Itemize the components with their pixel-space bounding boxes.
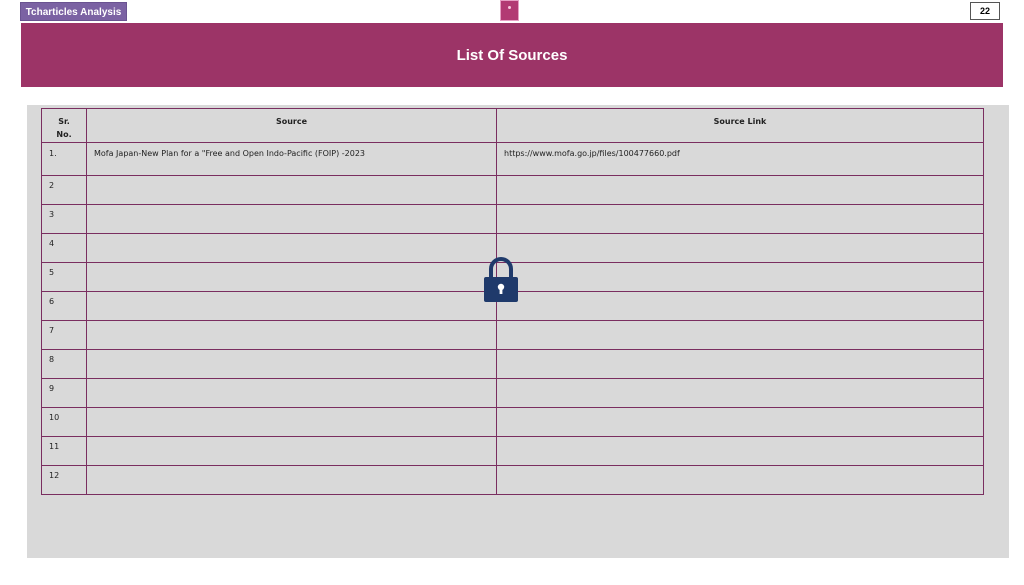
lock-icon[interactable] <box>483 257 519 303</box>
source-cell: Mofa Japan-New Plan for a "Free and Open Indo-Pacific (FOIP) -2023 <box>87 143 497 176</box>
sr-cell: 12 <box>42 466 87 495</box>
link-cell <box>497 437 984 466</box>
title-banner <box>21 23 1003 87</box>
source-cell <box>87 379 497 408</box>
link-cell <box>497 321 984 350</box>
table-header-row <box>42 109 984 143</box>
source-cell <box>87 263 497 292</box>
brand-logo <box>500 0 519 21</box>
source-cell <box>87 176 497 205</box>
sr-cell: 10 <box>42 408 87 437</box>
sr-cell: 7 <box>42 321 87 350</box>
link-cell <box>497 408 984 437</box>
link-cell <box>497 350 984 379</box>
table-row <box>42 350 984 379</box>
column-header-source: Source <box>87 109 497 143</box>
sr-cell: 8 <box>42 350 87 379</box>
table-row <box>42 176 984 205</box>
brand-tab: Tcharticles Analysis <box>20 2 127 21</box>
source-cell <box>87 408 497 437</box>
table-row <box>42 437 984 466</box>
page-title: List Of Sources <box>456 46 568 64</box>
column-header-sr-label: Sr. No. <box>56 117 72 139</box>
table-row <box>42 408 984 437</box>
table-row <box>42 466 984 495</box>
table-row <box>42 321 984 350</box>
link-cell <box>497 263 984 292</box>
sr-cell: 11 <box>42 437 87 466</box>
link-cell[interactable]: https://www.mofa.go.jp/files/100477660.pdf <box>497 143 984 176</box>
table-row <box>42 379 984 408</box>
link-cell <box>497 176 984 205</box>
sr-cell: 4 <box>42 234 87 263</box>
source-cell <box>87 292 497 321</box>
link-cell <box>497 466 984 495</box>
table-row <box>42 205 984 234</box>
source-cell <box>87 321 497 350</box>
link-cell <box>497 292 984 321</box>
column-header-sr <box>42 109 87 143</box>
page-number: 22 <box>970 2 1000 20</box>
link-cell <box>497 205 984 234</box>
sr-cell: 3 <box>42 205 87 234</box>
link-cell <box>497 234 984 263</box>
sr-cell: 5 <box>42 263 87 292</box>
table-row <box>42 143 984 176</box>
column-header-link: Source Link <box>497 109 984 143</box>
sr-cell: 6 <box>42 292 87 321</box>
source-cell <box>87 466 497 495</box>
sr-cell: 1. <box>42 143 87 176</box>
sr-cell: 9 <box>42 379 87 408</box>
link-cell <box>497 379 984 408</box>
source-cell <box>87 205 497 234</box>
source-cell <box>87 437 497 466</box>
sr-cell: 2 <box>42 176 87 205</box>
source-cell <box>87 350 497 379</box>
source-cell <box>87 234 497 263</box>
